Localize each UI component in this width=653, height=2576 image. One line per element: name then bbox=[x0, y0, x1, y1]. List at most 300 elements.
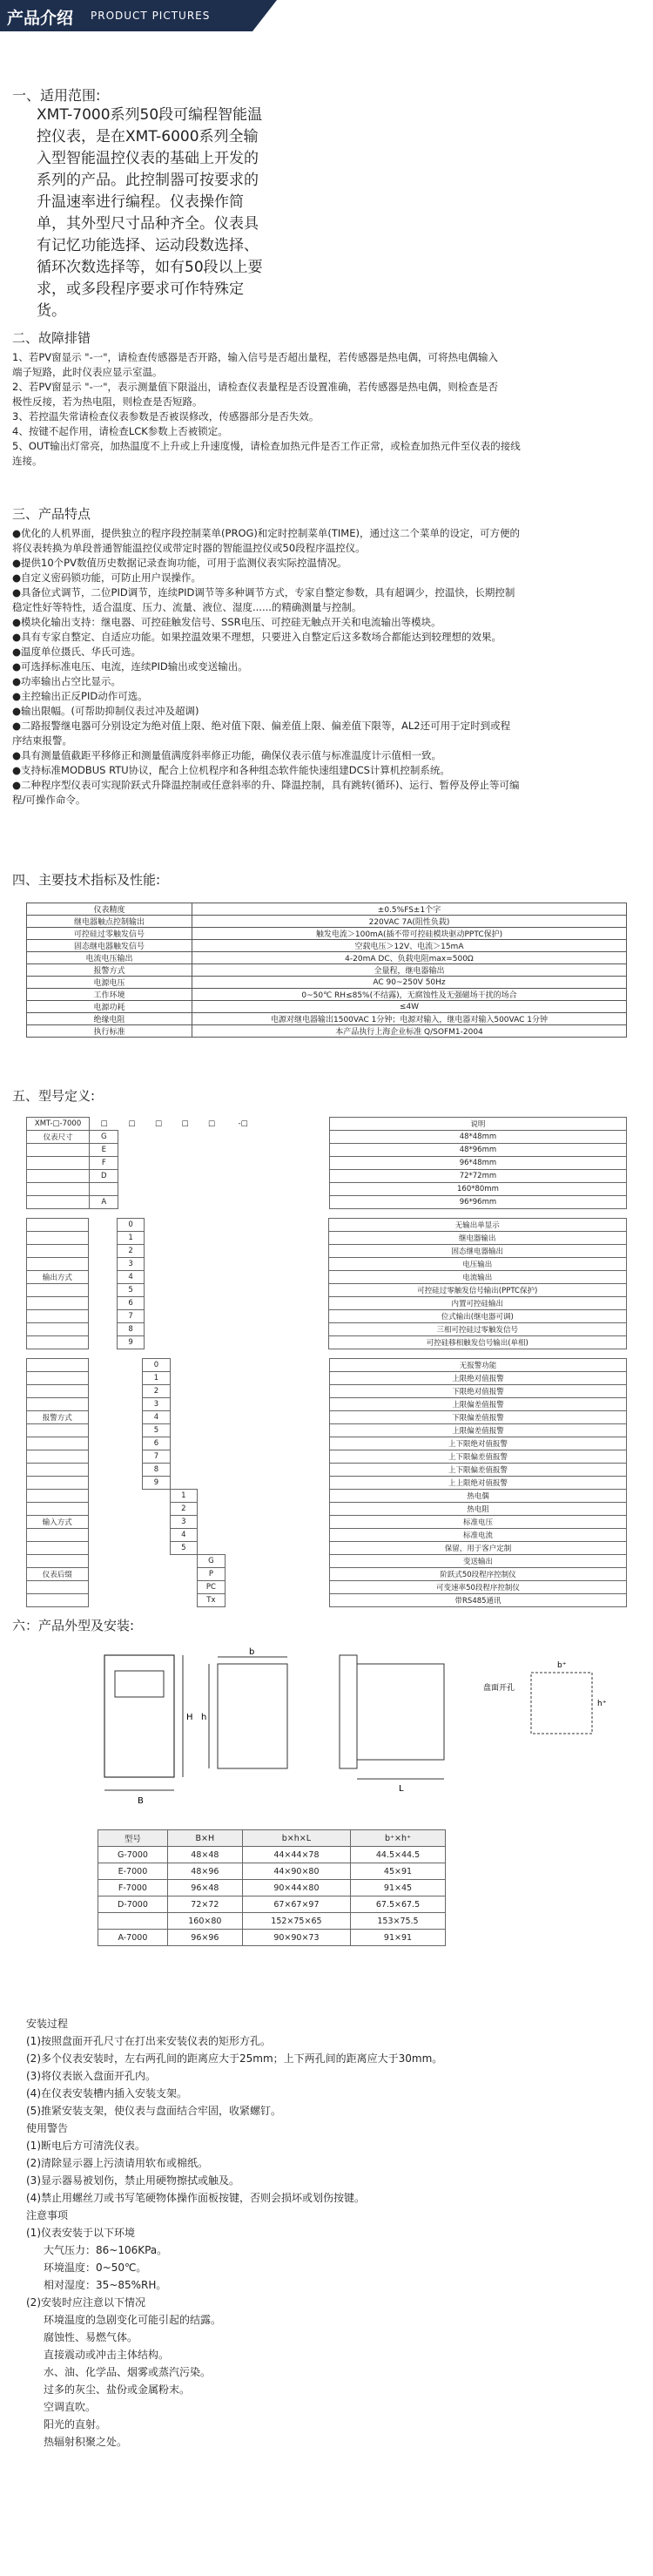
model-header-cell: □ bbox=[100, 1119, 108, 1128]
output-code: 1 bbox=[117, 1232, 144, 1245]
model-row bbox=[27, 1219, 627, 1232]
model-cell bbox=[172, 1183, 198, 1196]
alarm-label bbox=[27, 1464, 89, 1477]
alarm-label bbox=[27, 1372, 89, 1385]
input-code: 5 bbox=[170, 1542, 197, 1555]
dim-cell: 96×96 bbox=[167, 1930, 242, 1946]
model-cell bbox=[116, 1450, 142, 1464]
alarm-desc: 下限绝对值报警 bbox=[330, 1385, 627, 1398]
output-label bbox=[27, 1232, 89, 1245]
spec-value: 220VAC 7A(阻性负载) bbox=[192, 916, 627, 928]
output-code: 6 bbox=[117, 1297, 144, 1310]
model-cell bbox=[88, 1323, 117, 1336]
dim-header: 型号 bbox=[98, 1830, 168, 1847]
model-cell bbox=[172, 1170, 198, 1183]
dim-row bbox=[98, 1897, 446, 1913]
model-row bbox=[27, 1385, 627, 1398]
note-line: 水、油、化学品、烟雾或蒸汽污染。 bbox=[44, 2366, 212, 2378]
size-code: D bbox=[90, 1170, 118, 1183]
spec-name: 电源电压 bbox=[27, 977, 192, 989]
model-row bbox=[27, 1516, 627, 1529]
model-row bbox=[27, 1323, 627, 1336]
model-cell bbox=[261, 1516, 330, 1529]
label-b: b bbox=[249, 1647, 255, 1657]
model-cell bbox=[198, 1503, 226, 1516]
model-cell bbox=[171, 1336, 197, 1349]
alarm-desc: 上限偏差值报警 bbox=[330, 1424, 627, 1437]
model-cell bbox=[116, 1542, 142, 1555]
dim-row bbox=[98, 1930, 446, 1946]
model-row bbox=[27, 1284, 627, 1297]
note-line: (2)安装时应注意以下情况 bbox=[26, 2296, 145, 2309]
suffix-desc: 可变速率50段程序控制仪 bbox=[330, 1581, 627, 1594]
model-row bbox=[27, 1170, 627, 1183]
dim-cell: 44.5×44.5 bbox=[350, 1847, 445, 1863]
note-line: 注意事项 bbox=[26, 2209, 69, 2221]
model-cell bbox=[170, 1594, 197, 1607]
note-line: (1)仪表安装于以下环境 bbox=[26, 2227, 135, 2239]
model-cell bbox=[145, 1245, 172, 1258]
output-code: 3 bbox=[117, 1258, 144, 1271]
size-desc: 48*48mm bbox=[329, 1131, 626, 1144]
spec-row bbox=[27, 928, 627, 940]
output-label bbox=[27, 1258, 89, 1271]
size-label bbox=[27, 1196, 90, 1209]
spec-value: ≤4W bbox=[192, 1001, 627, 1013]
output-desc: 内置可控硅输出 bbox=[328, 1297, 626, 1310]
model-cell bbox=[143, 1490, 170, 1503]
model-cell bbox=[116, 1372, 142, 1385]
model-cell bbox=[261, 1411, 330, 1424]
model-cell bbox=[198, 1336, 224, 1349]
troubleshoot-section bbox=[12, 329, 639, 469]
model-cell bbox=[88, 1219, 117, 1232]
model-cell bbox=[225, 1437, 261, 1450]
feature-item: ●主控输出正反PID动作可选。 bbox=[12, 690, 148, 702]
size-desc: 72*72mm bbox=[329, 1170, 626, 1183]
installation-notes bbox=[26, 2015, 627, 2451]
model-cell bbox=[259, 1297, 328, 1310]
note-line: (1)断电后方可清洗仪表。 bbox=[26, 2140, 145, 2152]
model-cell bbox=[198, 1297, 224, 1310]
model-cell bbox=[261, 1196, 329, 1209]
alarm-label bbox=[27, 1359, 89, 1372]
size-label bbox=[27, 1157, 90, 1170]
dim-cell: 44×44×78 bbox=[242, 1847, 350, 1863]
model-cell bbox=[225, 1131, 261, 1144]
model-cell bbox=[145, 1183, 172, 1196]
model-cell bbox=[145, 1131, 172, 1144]
alarm-label bbox=[27, 1477, 89, 1490]
feature-item: ●功率输出占空比显示。 bbox=[12, 675, 122, 687]
output-label bbox=[27, 1336, 89, 1349]
banner-subtitle: PRODUCT PICTURES bbox=[91, 10, 211, 22]
note-line: 阳光的直射。 bbox=[44, 2418, 107, 2431]
alarm-code: 3 bbox=[143, 1398, 170, 1411]
model-cell bbox=[170, 1581, 197, 1594]
model-cell bbox=[88, 1297, 117, 1310]
spec-heading: 四、主要技术指标及性能: bbox=[12, 872, 161, 888]
model-cell bbox=[143, 1594, 170, 1607]
model-cell bbox=[170, 1568, 197, 1581]
model-cell bbox=[88, 1258, 117, 1271]
output-code: 7 bbox=[117, 1310, 144, 1323]
note-line: 空调直吹。 bbox=[44, 2401, 97, 2413]
model-cell bbox=[88, 1477, 116, 1490]
spec-row bbox=[27, 916, 627, 928]
model-row bbox=[27, 1411, 627, 1424]
model-cell bbox=[225, 1385, 261, 1398]
model-cell bbox=[88, 1232, 117, 1245]
model-cell bbox=[172, 1157, 198, 1170]
spec-value: 0~50℃ RH≤85%(不结露)，无腐蚀性及无强磁场干扰的场合 bbox=[192, 989, 627, 1001]
feature-item: 序结束报警。 bbox=[12, 734, 72, 747]
model-row bbox=[27, 1424, 627, 1437]
spec-row bbox=[27, 952, 627, 964]
feature-item: ●具有测量值截距平移修正和测量值满度斜率修正功能，确保仪表示值与标准温度计示值相一致。 bbox=[12, 749, 442, 761]
size-code: F bbox=[90, 1157, 118, 1170]
model-cell bbox=[261, 1477, 330, 1490]
model-cell bbox=[88, 1568, 116, 1581]
model-cell bbox=[116, 1464, 142, 1477]
spec-row bbox=[27, 977, 627, 989]
model-cell bbox=[259, 1219, 328, 1232]
model-section bbox=[12, 1087, 639, 1105]
model-cell bbox=[88, 1450, 116, 1464]
model-cell bbox=[88, 1516, 116, 1529]
model-cell bbox=[172, 1131, 198, 1144]
model-header-cell: □ bbox=[155, 1119, 163, 1128]
dim-header: b⁺×h⁺ bbox=[350, 1830, 445, 1847]
spec-value: AC 90~250V 50Hz bbox=[192, 977, 627, 989]
model-cell bbox=[171, 1310, 197, 1323]
model-cell bbox=[145, 1196, 172, 1209]
model-cell bbox=[118, 1131, 145, 1144]
model-cell bbox=[116, 1503, 142, 1516]
model-cell bbox=[199, 1170, 225, 1183]
model-cell bbox=[224, 1271, 259, 1284]
model-cell bbox=[199, 1144, 225, 1157]
size-label bbox=[27, 1170, 90, 1183]
note-line: 过多的灰尘、盐份或金属粉末。 bbox=[44, 2383, 191, 2396]
suffix-code: P bbox=[198, 1568, 226, 1581]
model-cell bbox=[118, 1144, 145, 1157]
dim-row bbox=[98, 1863, 446, 1880]
model-cell bbox=[225, 1372, 261, 1385]
label-H: H bbox=[186, 1713, 193, 1722]
model-row bbox=[27, 1157, 627, 1170]
model-cell bbox=[143, 1542, 170, 1555]
model-cell bbox=[198, 1490, 226, 1503]
model-cell bbox=[143, 1581, 170, 1594]
model-cell bbox=[145, 1323, 172, 1336]
spec-section bbox=[12, 871, 639, 889]
scope-heading: 一、适用范围: bbox=[12, 87, 101, 104]
section-banner bbox=[0, 0, 653, 31]
model-cell bbox=[224, 1310, 259, 1323]
side-view-outline bbox=[218, 1664, 287, 1768]
model-cell bbox=[198, 1323, 224, 1336]
model-cell bbox=[261, 1542, 330, 1555]
alarm-code: 8 bbox=[143, 1464, 170, 1477]
model-cell bbox=[199, 1157, 225, 1170]
input-label bbox=[27, 1529, 89, 1542]
alarm-label bbox=[27, 1424, 89, 1437]
dim-cell: 48×96 bbox=[167, 1863, 242, 1880]
spec-name: 报警方式 bbox=[27, 964, 192, 977]
model-cell bbox=[261, 1529, 330, 1542]
suffix-code: PC bbox=[198, 1581, 226, 1594]
model-cell bbox=[143, 1529, 170, 1542]
input-desc: 热电偶 bbox=[330, 1490, 627, 1503]
model-header-cell: □ bbox=[207, 1119, 216, 1128]
model-cell bbox=[143, 1568, 170, 1581]
model-row bbox=[27, 1398, 627, 1411]
model-cell bbox=[145, 1258, 172, 1271]
model-cell bbox=[261, 1503, 330, 1516]
spec-row bbox=[27, 964, 627, 977]
troubleshoot-item: 极性反接，若为热电阻，则检查是否短路。 bbox=[12, 396, 203, 408]
spec-row bbox=[27, 940, 627, 952]
model-cell bbox=[170, 1359, 197, 1372]
output-desc: 可控硅移相触发信号输出(单相) bbox=[328, 1336, 626, 1349]
model-cell bbox=[170, 1372, 197, 1385]
spec-value: 触发电流＞100mA(插不带可控硅模块驱动PPTC保护) bbox=[192, 928, 627, 940]
model-cell bbox=[171, 1219, 197, 1232]
model-cell bbox=[198, 1411, 226, 1424]
model-row bbox=[27, 1118, 627, 1131]
model-cell bbox=[116, 1385, 142, 1398]
output-desc: 无输出单显示 bbox=[328, 1219, 626, 1232]
input-desc: 保留，用于客户定制 bbox=[330, 1542, 627, 1555]
dim-cell: 45×91 bbox=[350, 1863, 445, 1880]
alarm-label bbox=[27, 1450, 89, 1464]
model-cell bbox=[88, 1594, 116, 1607]
model-cell bbox=[198, 1398, 226, 1411]
model-cell bbox=[143, 1555, 170, 1568]
output-desc: 可控硅过零触发信号输出(PPTC保护) bbox=[328, 1284, 626, 1297]
model-cell bbox=[261, 1144, 329, 1157]
model-cell bbox=[261, 1555, 330, 1568]
dim-cell: 48×48 bbox=[167, 1847, 242, 1863]
feature-item: ●优化的人机界面，提供独立的程序段控制菜单(PROG)和定时控制菜单(TIME)，通过这二个菜单的设定，可方便的 bbox=[12, 527, 520, 539]
model-cell bbox=[198, 1232, 224, 1245]
alarm-desc: 无报警功能 bbox=[330, 1359, 627, 1372]
feature-item: ●温度单位摄氏、华氏可选。 bbox=[12, 646, 142, 658]
feature-item: ●模块化输出支持：继电器、可控硅触发信号、SSR电压、可控硅无触点开关和电流输出等模块。 bbox=[12, 616, 441, 628]
model-cell bbox=[225, 1594, 261, 1607]
model-cell bbox=[145, 1157, 172, 1170]
model-cell bbox=[145, 1284, 172, 1297]
model-table bbox=[26, 1117, 627, 1209]
model-cell bbox=[199, 1196, 225, 1209]
output-code: 0 bbox=[117, 1219, 144, 1232]
model-cell bbox=[198, 1464, 226, 1477]
dim-cell: D-7000 bbox=[98, 1897, 168, 1913]
model-cell bbox=[261, 1490, 330, 1503]
model-cell bbox=[88, 1372, 116, 1385]
input-desc: 热电阻 bbox=[330, 1503, 627, 1516]
model-cell bbox=[224, 1336, 259, 1349]
spec-name: 电流电压输出 bbox=[27, 952, 192, 964]
alarm-code: 6 bbox=[143, 1437, 170, 1450]
spec-row bbox=[27, 903, 627, 916]
spec-value: 本产品执行上海企业标准 Q/SOFM1-2004 bbox=[192, 1025, 627, 1038]
model-cell bbox=[88, 1385, 116, 1398]
model-cell bbox=[88, 1464, 116, 1477]
feature-item: ●提供10个PV数值历史数据记录查询功能，可用于监测仪表实际控温情况。 bbox=[12, 557, 347, 569]
model-cell bbox=[224, 1284, 259, 1297]
output-desc: 位式输出(继电器可调) bbox=[328, 1310, 626, 1323]
label-B: B bbox=[138, 1796, 144, 1806]
model-row bbox=[27, 1555, 627, 1568]
model-cell bbox=[261, 1464, 330, 1477]
model-cell bbox=[116, 1359, 142, 1372]
output-label bbox=[27, 1219, 89, 1232]
model-cell bbox=[145, 1144, 172, 1157]
size-code: A bbox=[90, 1196, 118, 1209]
dim-cell: 153×75.5 bbox=[350, 1913, 445, 1930]
dim-cell: 91×91 bbox=[350, 1930, 445, 1946]
alarm-desc: 上上限绝对值报警 bbox=[330, 1477, 627, 1490]
note-line: (3)将仪表嵌入盘面开孔内。 bbox=[26, 2070, 156, 2082]
output-label bbox=[27, 1297, 89, 1310]
model-cell bbox=[261, 1398, 330, 1411]
model-cell bbox=[88, 1503, 116, 1516]
model-cell bbox=[170, 1450, 197, 1464]
model-cell bbox=[259, 1310, 328, 1323]
dimension-section bbox=[12, 1617, 639, 1634]
spec-name: 继电器触点控制输出 bbox=[27, 916, 192, 928]
model-header-cell bbox=[261, 1118, 329, 1131]
features-heading: 三、产品特点 bbox=[12, 506, 91, 522]
scope-section bbox=[12, 87, 639, 105]
output-label bbox=[27, 1323, 89, 1336]
model-cell bbox=[198, 1271, 224, 1284]
model-cell bbox=[225, 1196, 261, 1209]
model-cell bbox=[172, 1144, 198, 1157]
input-code: 3 bbox=[170, 1516, 197, 1529]
model-row bbox=[27, 1271, 627, 1284]
alarm-code: 4 bbox=[143, 1411, 170, 1424]
alarm-code: 5 bbox=[143, 1424, 170, 1437]
spec-name: 绝缘电阻 bbox=[27, 1013, 192, 1025]
model-cell bbox=[261, 1568, 330, 1581]
note-line: (3)显示器易被划伤，禁止用硬物擦拭或触及。 bbox=[26, 2174, 239, 2187]
dim-cell: 91×45 bbox=[350, 1880, 445, 1897]
model-cell bbox=[143, 1503, 170, 1516]
model-cell bbox=[145, 1232, 172, 1245]
model-definition bbox=[26, 1117, 627, 1616]
model-cell bbox=[171, 1245, 197, 1258]
model-header-cell: XMT-□-7000 bbox=[27, 1118, 90, 1131]
size-desc: 48*96mm bbox=[329, 1144, 626, 1157]
note-line: 使用警告 bbox=[26, 2122, 69, 2134]
output-label: 输出方式 bbox=[27, 1271, 89, 1284]
model-cell bbox=[198, 1424, 226, 1437]
dim-header: B×H bbox=[167, 1830, 242, 1847]
spec-row bbox=[27, 1001, 627, 1013]
model-cell bbox=[198, 1542, 226, 1555]
alarm-desc: 上限偏差值报警 bbox=[330, 1398, 627, 1411]
scope-text: XMT-7000系列50段可编程智能温控仪表，是在XMT-6000系列全输入型智能温控仪表的基础上开发的系列的产品。此控制器可按要求的升温速率进行编程。仪表操作简单，其外型尺寸品种齐全。仪表具有记忆功能选择、运动段数选择、循环次数选择等，如有50段以上要求，或多段程序要求可作特殊定货。 bbox=[37, 106, 263, 320]
model-cell bbox=[171, 1323, 197, 1336]
model-row bbox=[27, 1450, 627, 1464]
alarm-desc: 上限绝对值报警 bbox=[330, 1372, 627, 1385]
output-desc: 三相可控硅过零触发信号 bbox=[328, 1323, 626, 1336]
suffix-label: 仪表后缀 bbox=[27, 1568, 89, 1581]
banner-title: 产品介绍 bbox=[7, 9, 74, 28]
model-cell bbox=[170, 1411, 197, 1424]
model-row bbox=[27, 1372, 627, 1385]
model-cell bbox=[172, 1196, 198, 1209]
model-cell bbox=[145, 1297, 172, 1310]
alarm-label: 报警方式 bbox=[27, 1411, 89, 1424]
model-row bbox=[27, 1490, 627, 1503]
model-cell bbox=[116, 1490, 142, 1503]
model-cell bbox=[198, 1245, 224, 1258]
spec-value: 电源对继电器输出1500VAC 1分钟；电源对输入，继电器对输入500VAC 1分钟 bbox=[192, 1013, 627, 1025]
model-cell bbox=[261, 1594, 330, 1607]
spec-row bbox=[27, 989, 627, 1001]
model-cell bbox=[116, 1581, 142, 1594]
dim-cell: 67.5×67.5 bbox=[350, 1897, 445, 1913]
dim-header: b×h×L bbox=[242, 1830, 350, 1847]
model-row bbox=[27, 1297, 627, 1310]
model-cell bbox=[171, 1284, 197, 1297]
model-cell bbox=[88, 1398, 116, 1411]
troubleshoot-item: 4、按键不起作用，请检查LCK参数上否被锁定。 bbox=[12, 425, 228, 437]
panel-cutout bbox=[531, 1673, 592, 1734]
model-cell bbox=[198, 1437, 226, 1450]
model-cell bbox=[170, 1398, 197, 1411]
model-cell bbox=[224, 1219, 259, 1232]
model-cell bbox=[116, 1594, 142, 1607]
model-cell bbox=[118, 1183, 145, 1196]
label-bp: b⁺ bbox=[557, 1661, 567, 1670]
model-row bbox=[27, 1581, 627, 1594]
feature-item: ●具有专家自整定、自适应功能。如果控温效果不理想，只要进入自整定后这多数场合都能达到较理想的效果。 bbox=[12, 631, 502, 643]
model-row bbox=[27, 1310, 627, 1323]
dim-cell: 90×44×80 bbox=[242, 1880, 350, 1897]
model-cell bbox=[261, 1437, 330, 1450]
model-cell bbox=[88, 1437, 116, 1450]
suffix-desc: 变送输出 bbox=[330, 1555, 627, 1568]
bezel-outline bbox=[340, 1655, 357, 1768]
feature-item: ●具备位式调节，二位PID调节，连续PID调节等多种调节方式，专家自整定参数，具有超调少，控温快，长期控制 bbox=[12, 586, 515, 598]
note-line: 热辐射积聚之处。 bbox=[44, 2436, 128, 2448]
model-cell bbox=[171, 1258, 197, 1271]
model-cell bbox=[198, 1450, 226, 1464]
alarm-desc: 上下限偏差值报警 bbox=[330, 1464, 627, 1477]
model-cell bbox=[88, 1284, 117, 1297]
dim-cell: 44×90×80 bbox=[242, 1863, 350, 1880]
suffix-label bbox=[27, 1555, 89, 1568]
model-cell bbox=[225, 1529, 261, 1542]
model-row bbox=[27, 1529, 627, 1542]
output-desc: 电流输出 bbox=[328, 1271, 626, 1284]
model-cell bbox=[145, 1271, 172, 1284]
model-cell bbox=[170, 1385, 197, 1398]
model-row bbox=[27, 1568, 627, 1581]
model-cell bbox=[116, 1398, 142, 1411]
note-line: 腐蚀性、易燃气体。 bbox=[44, 2331, 138, 2343]
model-cell bbox=[88, 1542, 116, 1555]
model-cell bbox=[261, 1424, 330, 1437]
model-row bbox=[27, 1359, 627, 1372]
model-cell bbox=[225, 1398, 261, 1411]
dim-cell: F-7000 bbox=[98, 1880, 168, 1897]
